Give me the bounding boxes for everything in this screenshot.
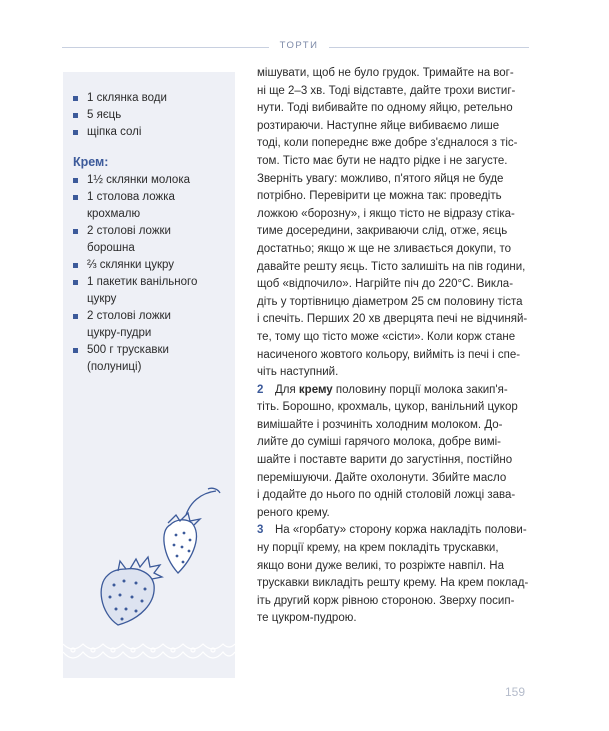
step-2: 2 Для крему половину порції молока закип'я- тіть. Борошно, крохмаль, цукор, ванільний цукор вимішайте і розчиніть холодним молоком. До- лийте до суміші гарячого молока, добре вимі- шайте і поставте варити до загустіння, постійно перемішуючи. Дайте охолонути. Збийте масло і додайте до нього по одній столовій ложці зава- реного крему. <box>257 383 518 519</box>
bullet-icon <box>73 130 78 135</box>
step-1-continuation: мішувати, щоб не було грудок. Тримайте на вог- ні ще 2–3 хв. Тоді відставте, дайте трохи вистиг- нути. Тоді вибивайте по одному яйцю, ретельно розтираючи. Наступне яйце вибиваємо лише тоді, коли попереднє вже добре з'єдналося з тіс- том. Тісто має бути не надто рідке і не загусте. Зверніть увагу: можливо, п'ятого яйця не буде потрібно. Перевірити це можна так: проведіть ложкою «борозну», і якщо тісто не відразу стіка- тиме досередини, закриваючи слід, отже, яєць достатньо; якщо ж ще не зливається докупи, то давайте решту яєць. Тісто залишіть на пів години, щоб «відпочило». Нагрійте піч до 220°С. Викла- діть у тортівницю діаметром 25 см половину тіста і спечіть. Перших 20 хв дверцята печі не відчиняй- те, тому що тісто може «сісти». Коли корж стане насиченого жовтого кольору, вийміть із печі і спе- чіть наступний. <box>257 67 528 379</box>
ingredients-list-cream <box>73 172 233 376</box>
header-rule-right <box>329 47 529 48</box>
ingredients-list-base <box>73 90 233 141</box>
lace-border <box>63 632 235 672</box>
ingredient-item: 2 столові ложки цукру-пудри <box>73 308 233 342</box>
ingredient-item: 1 пакетик ванільного цукру <box>73 274 233 308</box>
ingredient-item: 1½ склянки молока <box>73 172 233 189</box>
bullet-icon <box>73 229 78 234</box>
ingredient-item: 1 склянка води <box>73 90 233 107</box>
bullet-icon <box>73 280 78 285</box>
bullet-icon <box>73 314 78 319</box>
step-3: 3 На «горбату» сторону коржа накладіть полови- ну порції крему, на крем покладіть трускавки, якщо вони дуже великі, то розріжте навпіл. На трускавки викладіть решту крему. На крем поклад- іть другий корж рівною стороною. Зверху посип- те цукром-пудрою. <box>257 524 529 625</box>
bullet-icon <box>73 263 78 268</box>
ingredient-item: ⅔ склянки цукру <box>73 257 233 274</box>
page-number: 159 <box>505 685 526 699</box>
recipe-instructions <box>257 65 532 628</box>
section-title: ТОРТИ <box>279 40 319 51</box>
bullet-icon <box>73 348 78 353</box>
header-rule-left <box>62 47 269 48</box>
cream-heading: Крем: <box>73 155 109 169</box>
ingredient-item: 2 столові ложки борошна <box>73 223 233 257</box>
ingredient-item: 500 г трускавки (полуниці) <box>73 342 233 376</box>
ingredient-item: 5 яєць <box>73 107 233 124</box>
bullet-icon <box>73 178 78 183</box>
cream-keyword: крему <box>298 383 333 396</box>
step-number: 2 <box>257 383 264 396</box>
strawberry-illustration <box>90 485 230 635</box>
bullet-icon <box>73 195 78 200</box>
step-number: 3 <box>257 524 264 537</box>
ingredient-item: щіпка солі <box>73 124 233 141</box>
ingredient-item: 1 столова ложка крохмалю <box>73 189 233 223</box>
bullet-icon <box>73 113 78 118</box>
bullet-icon <box>73 96 78 101</box>
